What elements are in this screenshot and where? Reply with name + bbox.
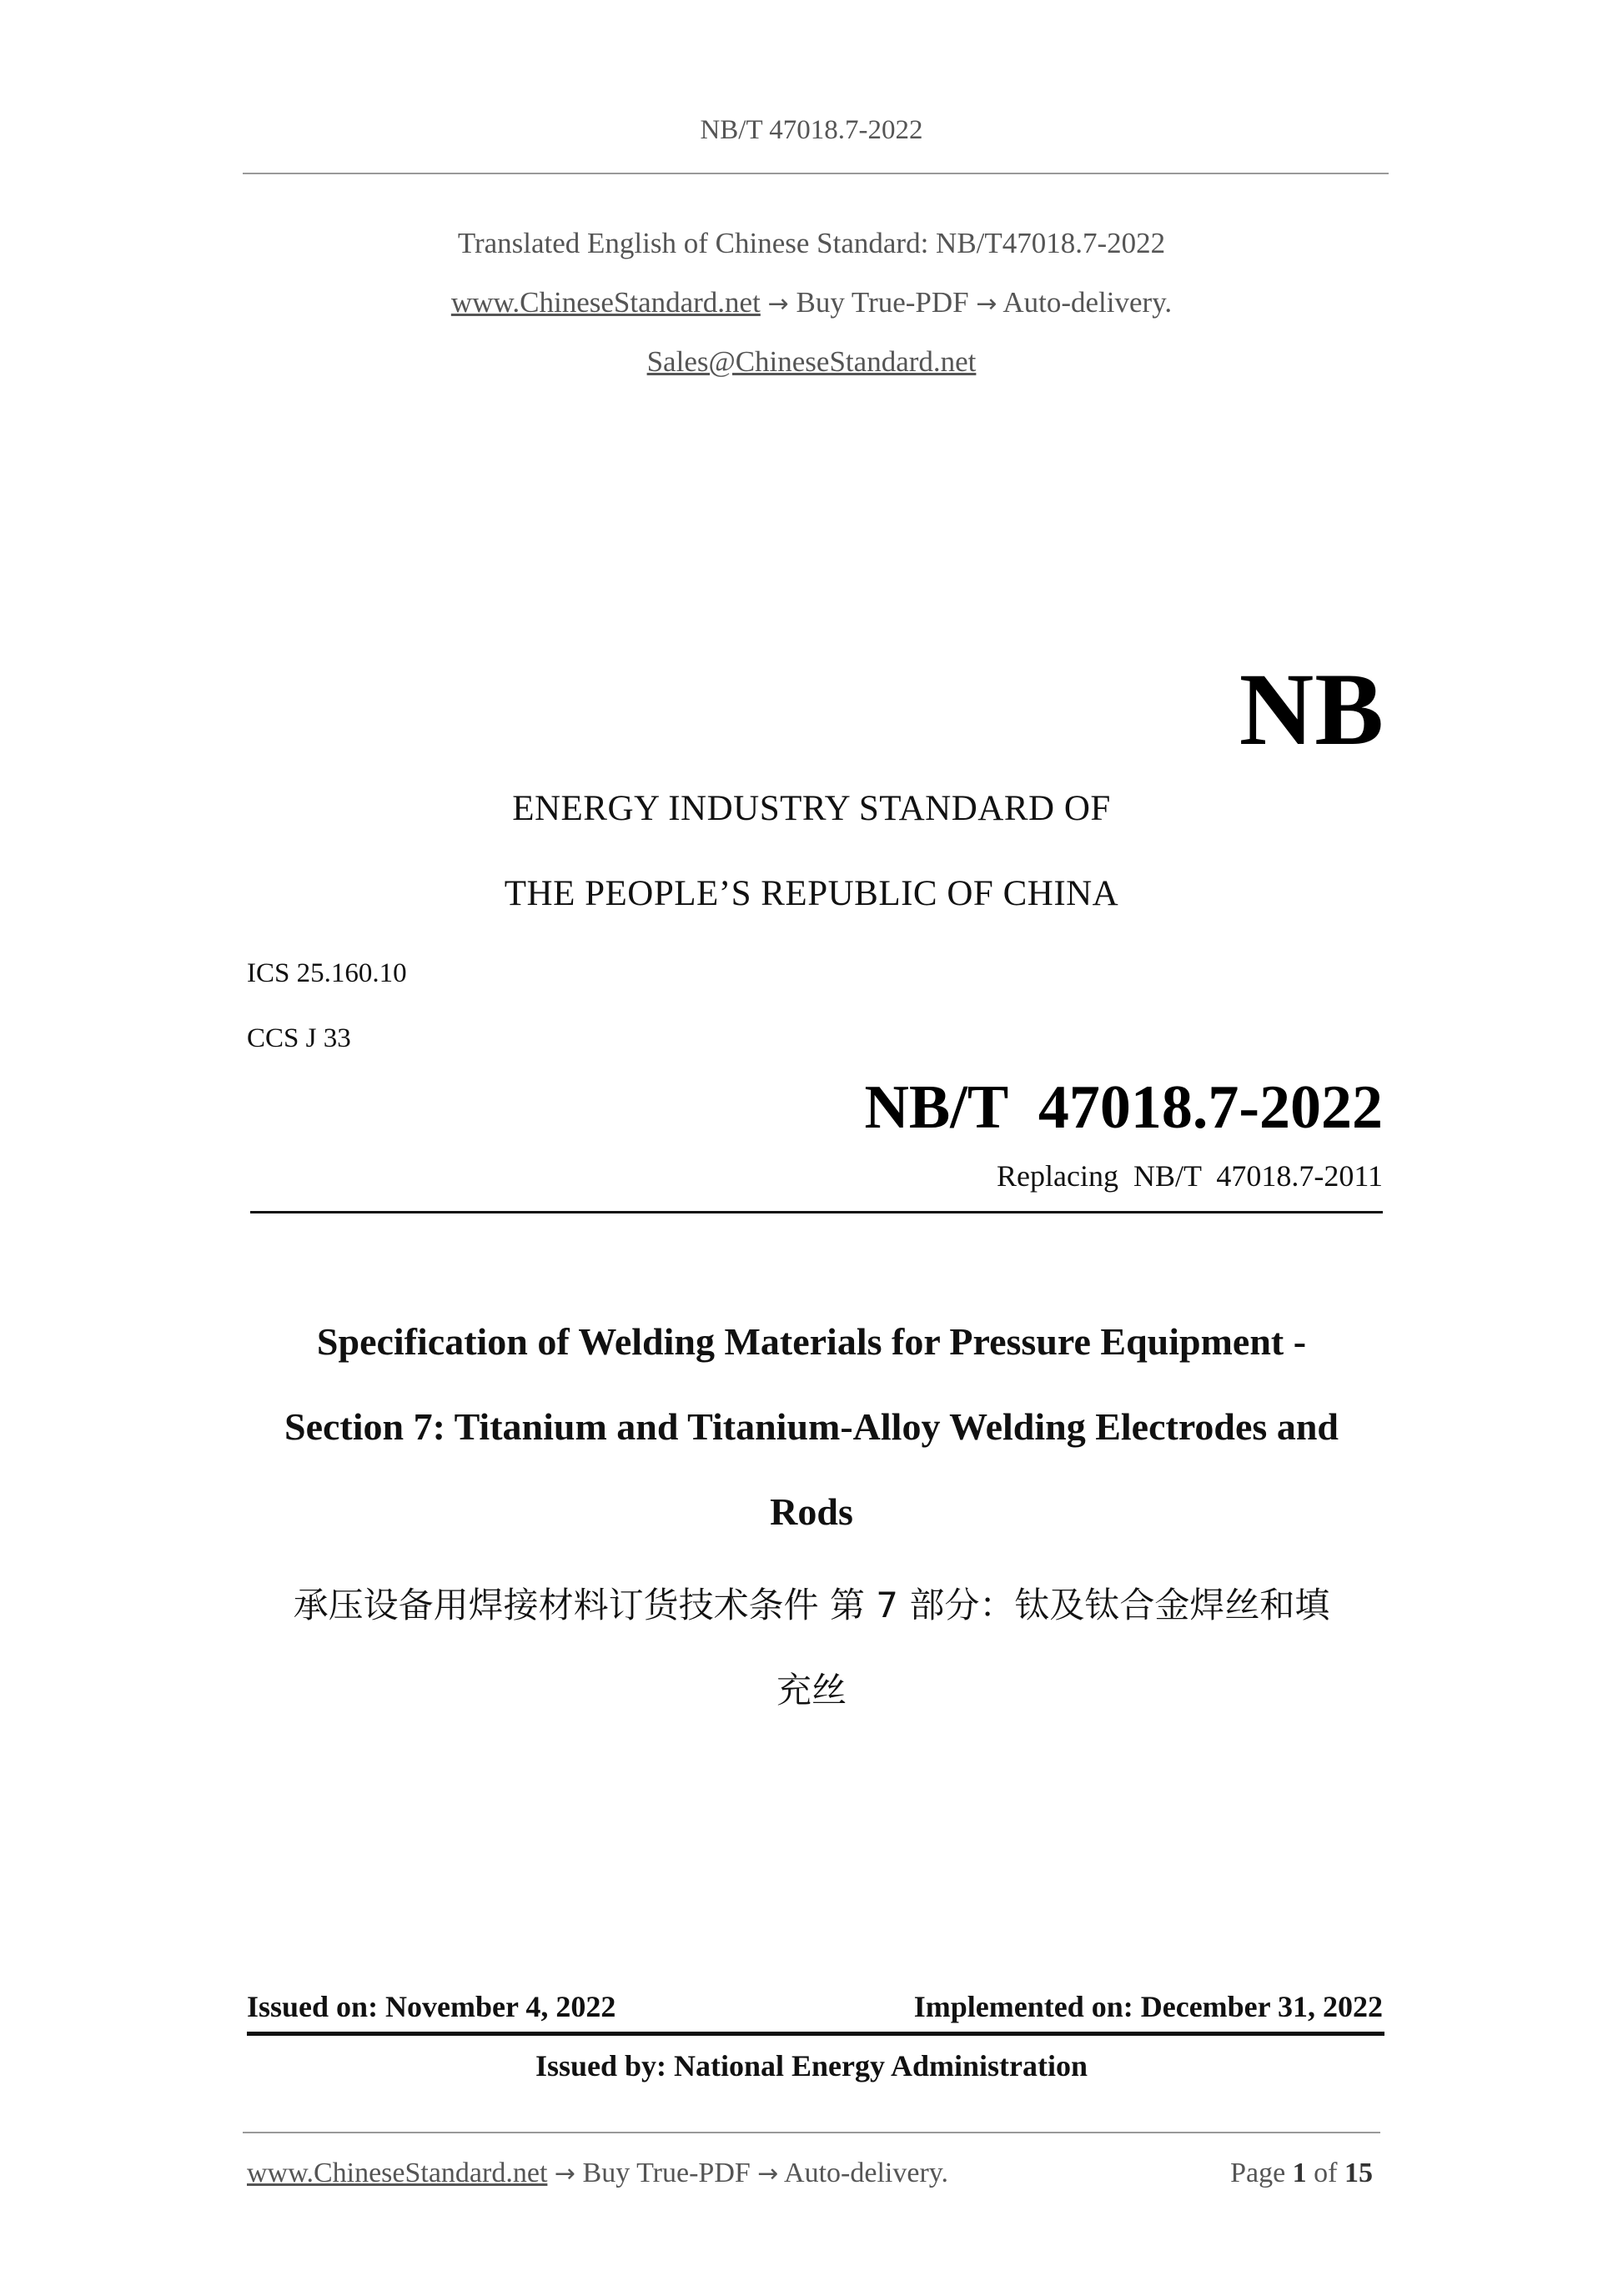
replacing-standard: Replacing NB/T 47018.7-2011 <box>997 1159 1383 1193</box>
title-en-line3: Rods <box>770 1490 853 1533</box>
email-link[interactable]: Sales@ChineseStandard.net <box>646 345 977 378</box>
page-total: 15 <box>1344 2158 1373 2188</box>
promo-buy-line <box>0 286 1623 319</box>
title-en-line2: Section 7: Titanium and Titanium-Alloy Welding Electrodes and <box>284 1405 1339 1448</box>
page-indicator <box>1230 2158 1373 2189</box>
standard-number: NB/T 47018.7-2022 <box>864 1073 1383 1142</box>
running-header: NB/T 47018.7-2022 <box>700 115 923 145</box>
footer-buy-text: Buy True-PDF <box>582 2158 751 2188</box>
header-divider <box>243 173 1389 174</box>
site-link[interactable]: www.ChineseStandard.net <box>450 286 761 319</box>
page-of-label: of <box>1314 2158 1338 2188</box>
promo-translation-line: Translated English of Chinese Standard: NB/T47018.7-2022 <box>457 227 1166 259</box>
footer-site-link[interactable]: www.ChineseStandard.net <box>247 2158 548 2188</box>
standard-type-line2: THE PEOPLE’S REPUBLIC OF CHINA <box>504 874 1119 913</box>
arrow-right-icon: → <box>767 289 789 319</box>
arrow-right-icon: → <box>757 2159 779 2188</box>
page-current: 1 <box>1292 2158 1307 2188</box>
issue-divider <box>247 2032 1384 2036</box>
promo-email-line <box>0 345 1623 379</box>
title-cn-line2: 充丝 <box>776 1670 847 1711</box>
standard-type-line1: ENERGY INDUSTRY STANDARD OF <box>512 789 1111 828</box>
issuing-authority: Issued by: National Energy Administration <box>535 2049 1088 2082</box>
arrow-right-icon: → <box>554 2159 576 2188</box>
footer-promo <box>247 2158 948 2189</box>
auto-delivery-text: Auto-delivery. <box>1002 286 1173 319</box>
title-cn-line1: 承压设备用焊接材料订货技术条件 第 7 部分：钛及钛合金焊丝和填 <box>293 1585 1330 1625</box>
issued-on-date: Issued on: November 4, 2022 <box>247 1990 616 2023</box>
number-divider <box>250 1211 1383 1213</box>
page-label: Page <box>1230 2158 1286 2188</box>
ccs-code: CCS J 33 <box>247 1023 351 1053</box>
footer-delivery-text: Auto-delivery. <box>784 2158 949 2188</box>
implemented-on-date: Implemented on: December 31, 2022 <box>913 1990 1383 2023</box>
ics-code: ICS 25.160.10 <box>247 958 407 988</box>
title-en-line1: Specification of Welding Materials for Pressure Equipment - <box>316 1320 1307 1363</box>
nb-logo: NB <box>1239 652 1384 766</box>
buy-true-pdf-text: Buy True-PDF <box>796 286 969 319</box>
arrow-right-icon: → <box>976 289 997 319</box>
footer-divider <box>243 2132 1380 2133</box>
